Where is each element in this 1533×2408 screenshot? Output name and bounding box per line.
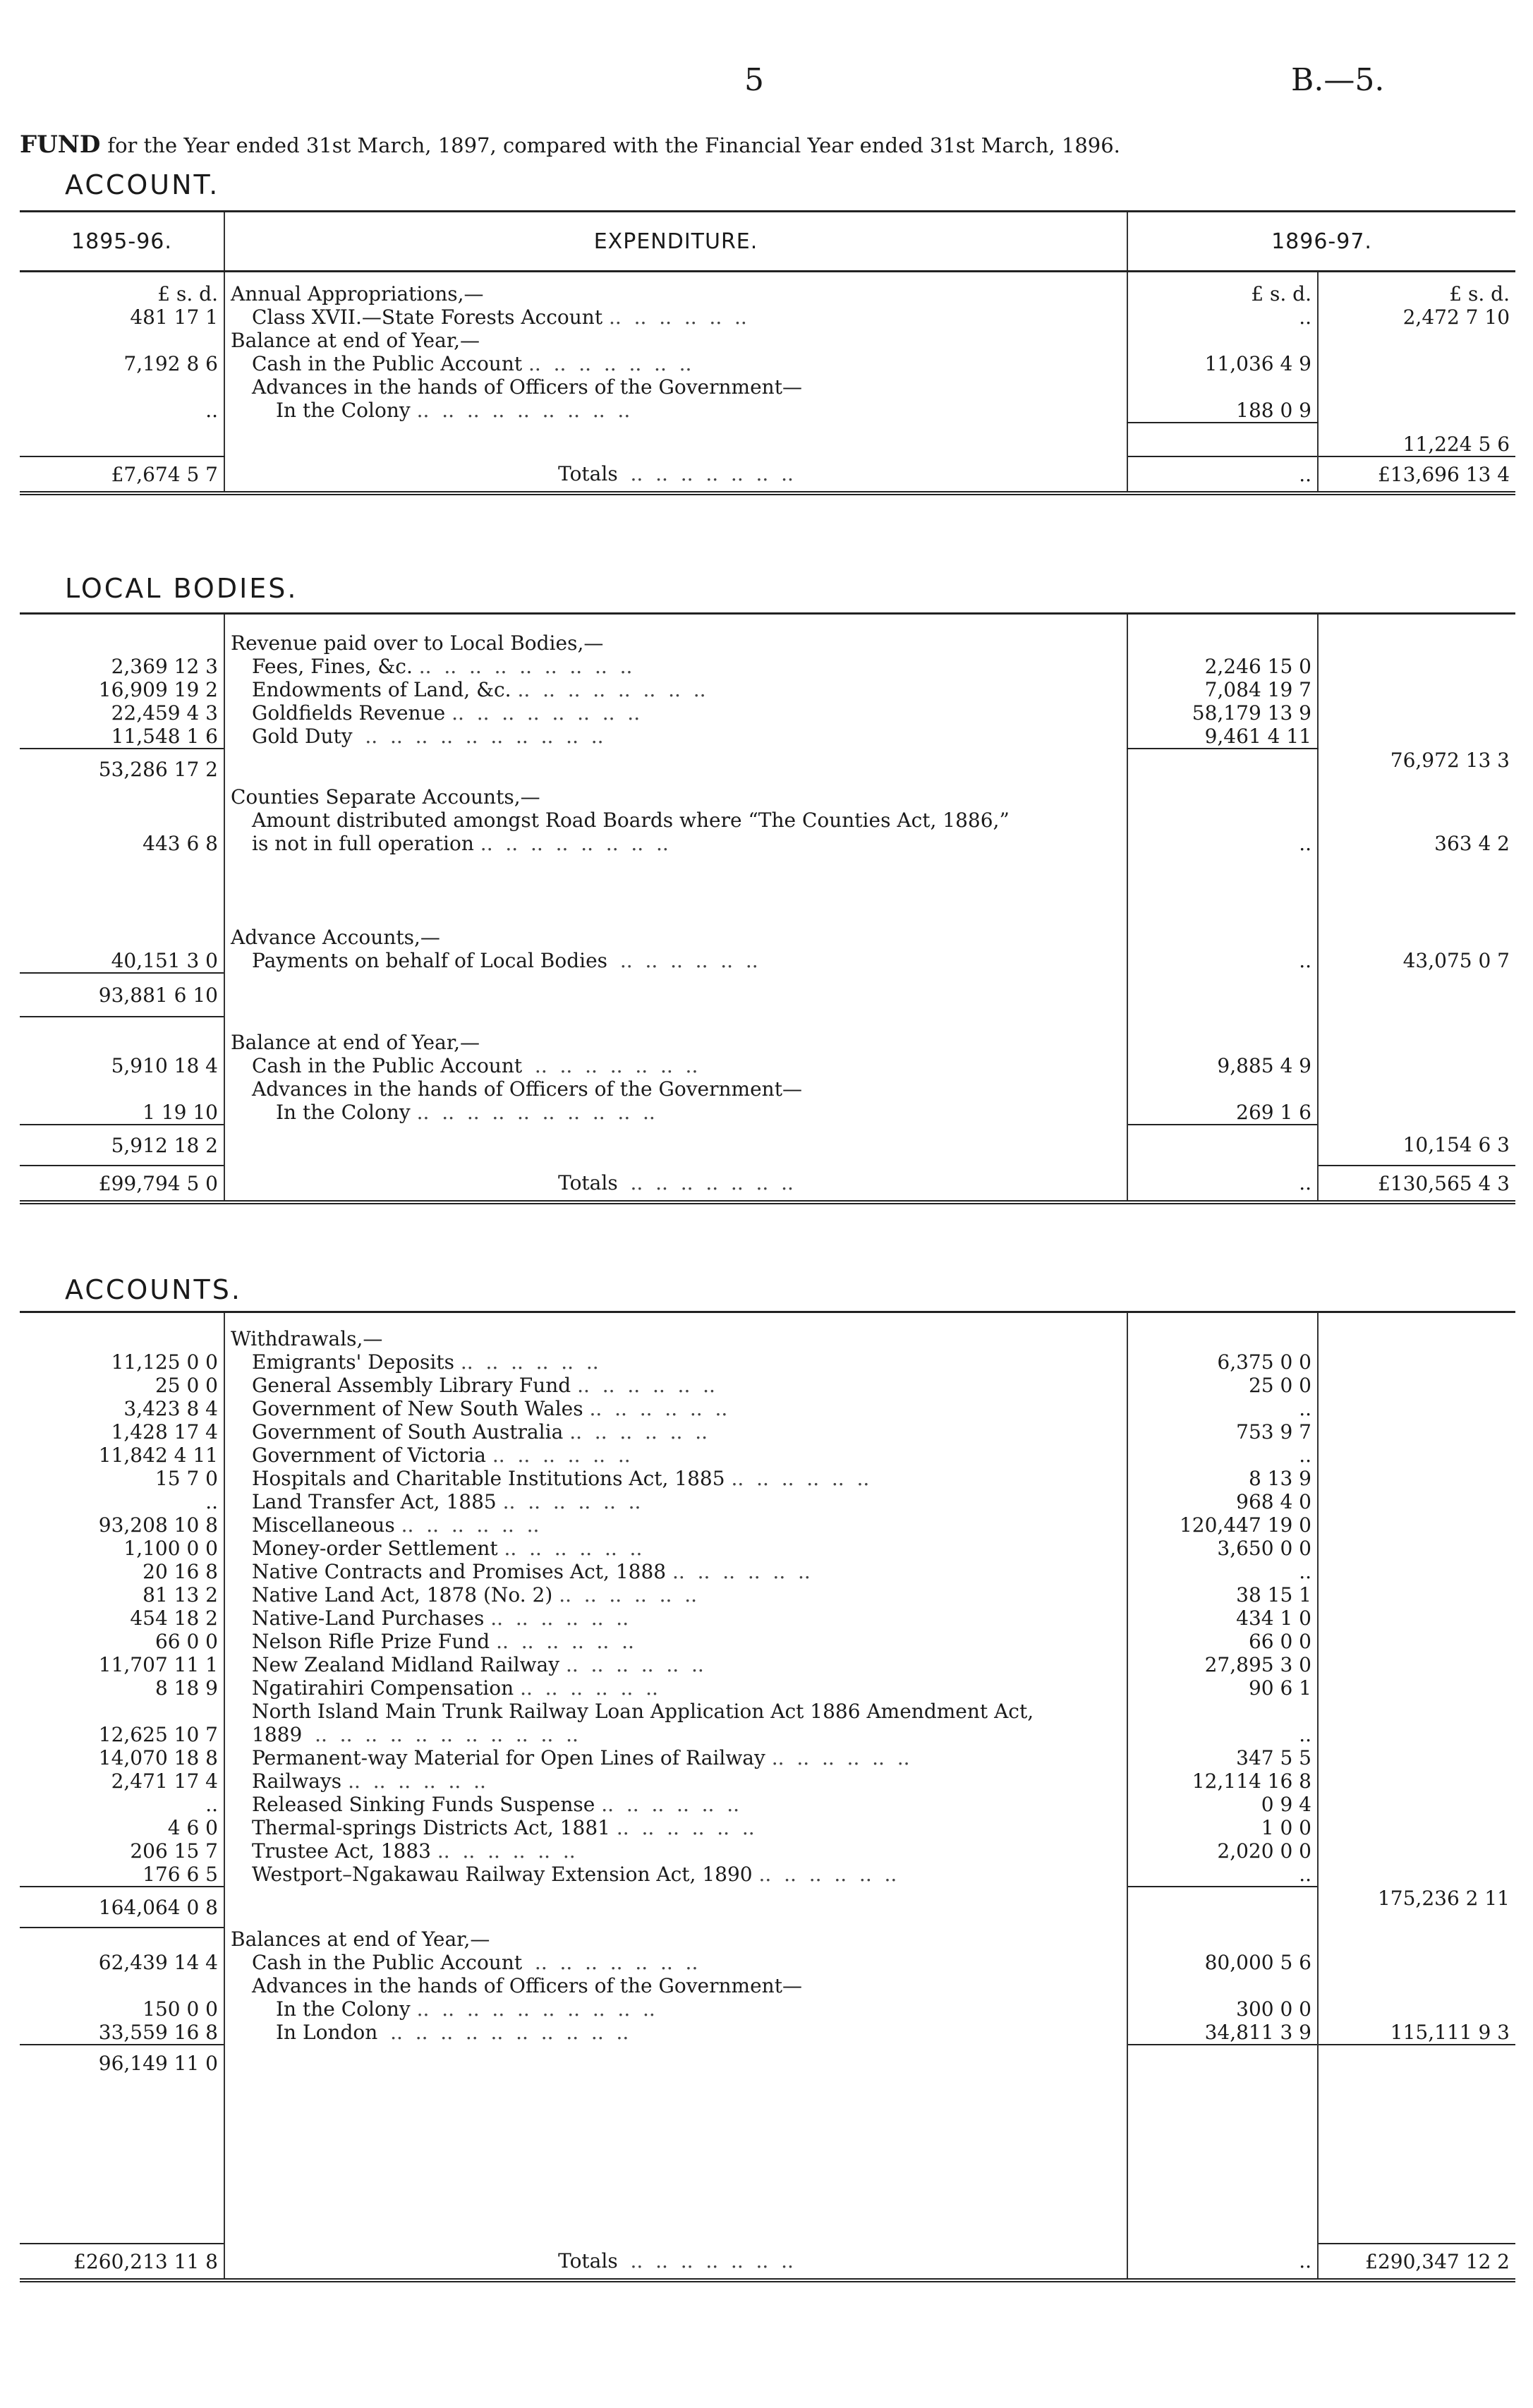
row-label: Permanent-way Material for Open Lines of Railway .. .. .. .. .. .. (224, 1746, 1127, 1769)
value-left: 1 19 10 (143, 1101, 218, 1124)
value-mid: 11,036 4 9 (1127, 352, 1318, 375)
total-right: £13,696 13 4 (1318, 456, 1515, 493)
value-right: 11,224 5 6 (1318, 423, 1515, 456)
withdrawal-row (20, 1350, 1515, 1374)
value-left: 93,208 10 8 (98, 1513, 218, 1537)
section-heading-local-bodies: LOCAL BODIES. (65, 573, 298, 604)
value-right: 76,972 13 3 (1318, 749, 1515, 785)
value-left: 2,369 12 3 (111, 655, 218, 678)
value-left: 11,125 0 0 (111, 1350, 218, 1374)
value-right: 175,236 2 11 (1318, 1887, 1515, 1928)
local-row-balance-heading (20, 1017, 1515, 1054)
value-mid: 9,885 4 9 (1127, 1054, 1318, 1077)
withdrawal-row (20, 1607, 1515, 1630)
row-label: Native Land Act, 1878 (No. 2) .. .. .. .. .. .. (224, 1583, 1127, 1607)
row-label: Goldfields Revenue .. .. .. .. .. .. .. .. (224, 701, 1127, 725)
local-row-fees (20, 655, 1515, 678)
value-left: 164,064 0 8 (20, 1887, 224, 1928)
local-row-counties-heading (20, 785, 1515, 809)
account-table (20, 210, 1515, 495)
value-left: 11,707 11 1 (98, 1653, 218, 1676)
currency-header-mid: £ s. d. (1127, 272, 1318, 306)
row-label: In the Colony .. .. .. .. .. .. .. .. .. .. (224, 1101, 1127, 1125)
value-mid: 300 0 0 (1127, 1997, 1318, 2021)
withdrawals-list-continued (20, 1746, 1515, 1887)
value-left: 150 0 0 (143, 1997, 218, 2021)
account-row-in-colony (20, 399, 1515, 423)
value-mid: 25 0 0 (1127, 1374, 1318, 1397)
accounts-row-subtotal-2 (20, 2045, 1515, 2081)
withdrawal-row (20, 1560, 1515, 1583)
value-mid: 80,000 5 6 (1127, 1951, 1318, 1974)
accounts-row-subtotal-1 (20, 1887, 1515, 1928)
withdrawal-row (20, 1839, 1515, 1863)
local-row-spacer (20, 855, 1515, 926)
withdrawal-row (20, 1653, 1515, 1676)
row-label: Balance at end of Year,— (224, 1017, 1127, 1054)
withdrawal-row (20, 1863, 1515, 1887)
currency-header-right: £ s. d. (1318, 272, 1515, 306)
value-mid: 27,895 3 0 (1127, 1653, 1318, 1676)
value-mid: 58,179 13 9 (1127, 701, 1318, 725)
row-label: Advance Accounts,— (224, 926, 1127, 949)
row-label: Amount distributed amongst Road Boards where “The Counties Act, 1886,” (224, 809, 1127, 832)
value-right: 2,472 7 10 (1318, 305, 1515, 329)
accounts-row-withdrawals-heading (20, 1312, 1515, 1351)
value-left: 66 0 0 (154, 1630, 218, 1653)
row-label: Land Transfer Act, 1885 .. .. .. .. .. .. (224, 1490, 1127, 1513)
withdrawal-row (20, 1420, 1515, 1444)
accounts-row-north-island-2 (20, 1723, 1515, 1746)
value-mid: 347 5 5 (1127, 1746, 1318, 1769)
value-mid: 188 0 9 (1127, 399, 1318, 423)
total-mid: .. (1127, 456, 1318, 493)
value-mid: .. (1127, 1560, 1318, 1583)
value-left: 40,151 3 0 (111, 949, 218, 972)
accounts-row-balances-heading (20, 1928, 1515, 1951)
withdrawal-row (20, 1676, 1515, 1700)
row-label: Hospitals and Charitable Institutions Act, 1885 .. .. .. .. .. .. (224, 1467, 1127, 1490)
row-label: General Assembly Library Fund .. .. .. .. .. .. (224, 1374, 1127, 1397)
page-number: 5 (744, 62, 764, 98)
row-label: Ngatirahiri Compensation .. .. .. .. .. .. (224, 1676, 1127, 1700)
row-label: Railways .. .. .. .. .. .. (224, 1769, 1127, 1793)
row-label: Balance at end of Year,— (224, 329, 1127, 352)
value-mid: 7,084 19 7 (1127, 678, 1318, 701)
totals-label: Totals .. .. .. .. .. .. .. (224, 456, 1127, 493)
account-label-annual: Annual Appropriations,— (224, 272, 1127, 306)
local-totals-row (20, 1166, 1515, 1202)
row-label: Native Contracts and Promises Act, 1888 .. .. .. .. .. .. (224, 1560, 1127, 1583)
row-label: In the Colony .. .. .. .. .. .. .. .. .. (224, 399, 1127, 423)
withdrawal-row (20, 1397, 1515, 1420)
value-right: 363 4 2 (1318, 832, 1515, 855)
row-label: Government of South Australia .. .. .. .. .. .. (224, 1420, 1127, 1444)
withdrawal-row (20, 1769, 1515, 1793)
value-left: 96,149 11 0 (20, 2045, 224, 2081)
value-mid: 968 4 0 (1127, 1490, 1318, 1513)
value-mid: .. (1127, 1863, 1318, 1887)
value-left: 25 0 0 (154, 1374, 218, 1397)
accounts-row-advances-heading (20, 1974, 1515, 1997)
account-row-state-forests (20, 305, 1515, 329)
row-label: Fees, Fines, &c. .. .. .. .. .. .. .. .. .. (224, 655, 1127, 678)
value-left: 4 6 0 (167, 1816, 218, 1839)
value-mid: 12,114 16 8 (1127, 1769, 1318, 1793)
value-right: 10,154 6 3 (1318, 1125, 1515, 1166)
value-left: 454 18 2 (130, 1607, 218, 1630)
row-label: 1889 .. .. .. .. .. .. .. .. .. .. .. (224, 1723, 1127, 1746)
account-header-row (20, 212, 1515, 272)
local-row-cash (20, 1054, 1515, 1077)
row-label: New Zealand Midland Railway .. .. .. .. .. .. (224, 1653, 1127, 1676)
row-label: North Island Main Trunk Railway Loan Application Act 1886 Amendment Act, (224, 1700, 1127, 1723)
value-left: .. (205, 1793, 218, 1816)
row-label: Trustee Act, 1883 .. .. .. .. .. .. (224, 1839, 1127, 1863)
value-mid: 66 0 0 (1127, 1630, 1318, 1653)
row-label: Revenue paid over to Local Bodies,— (224, 614, 1127, 655)
row-label: Advances in the hands of Officers of the Government— (224, 375, 1127, 399)
value-left: 5,912 18 2 (20, 1125, 224, 1166)
row-label: Balances at end of Year,— (224, 1928, 1127, 1951)
withdrawals-list (20, 1350, 1515, 1700)
value-mid: 269 1 6 (1127, 1101, 1318, 1125)
local-row-subtotal-2 (20, 973, 1515, 1017)
row-label: Released Sinking Funds Suspense .. .. .. .. .. .. (224, 1793, 1127, 1816)
withdrawal-row (20, 1746, 1515, 1769)
totals-label: Totals .. .. .. .. .. .. .. (224, 2244, 1127, 2280)
page-subtitle (20, 131, 1120, 159)
value-left: .. (205, 1490, 218, 1513)
value-left: .. (205, 399, 218, 422)
value-left: 11,842 4 11 (98, 1444, 218, 1467)
accounts-table (20, 1311, 1515, 2282)
value-right: 43,075 0 7 (1318, 949, 1515, 973)
value-mid: 6,375 0 0 (1127, 1350, 1318, 1374)
value-left: 5,910 18 4 (111, 1054, 218, 1077)
value-mid: 2,246 15 0 (1127, 655, 1318, 678)
value-left: 443 6 8 (143, 832, 218, 855)
value-left: 53,286 17 2 (20, 749, 224, 785)
value-left: 62,439 14 4 (98, 1951, 218, 1974)
row-label: Government of Victoria .. .. .. .. .. .. (224, 1444, 1127, 1467)
local-row-goldfields (20, 701, 1515, 725)
account-row-cash (20, 352, 1515, 375)
value-mid: 34,811 3 9 (1127, 2021, 1318, 2045)
value-left: 93,881 6 10 (20, 973, 224, 1017)
value-mid: .. (1127, 1397, 1318, 1420)
value-mid: 90 6 1 (1127, 1676, 1318, 1700)
value-mid: 0 9 4 (1127, 1793, 1318, 1816)
local-row-counties-amount (20, 809, 1515, 832)
row-label: Withdrawals,— (224, 1312, 1127, 1351)
row-label: Class XVII.—State Forests Account .. .. .. .. .. .. (224, 305, 1127, 329)
total-right: £290,347 12 2 (1318, 2244, 1515, 2280)
value-mid: 753 9 7 (1127, 1420, 1318, 1444)
value-left: 15 7 0 (154, 1467, 218, 1490)
local-row-in-colony (20, 1101, 1515, 1125)
total-mid: .. (1127, 2244, 1318, 2280)
totals-label: Totals .. .. .. .. .. .. .. (224, 1166, 1127, 1202)
row-label: Emigrants' Deposits .. .. .. .. .. .. (224, 1350, 1127, 1374)
subtitle-text: for the Year ended 31st March, 1897, compared with the Financial Year ended 31st March, 1896. (107, 133, 1120, 157)
value-left: 3,423 8 4 (123, 1397, 218, 1420)
col-1896-97: 1896-97. (1127, 212, 1515, 272)
col-1895-96: 1895-96. (20, 212, 224, 272)
row-label: Advances in the hands of Officers of the Government— (224, 1077, 1127, 1101)
row-label: Miscellaneous .. .. .. .. .. .. (224, 1513, 1127, 1537)
withdrawal-row (20, 1513, 1515, 1537)
value-mid: .. (1127, 305, 1318, 329)
row-label: Gold Duty .. .. .. .. .. .. .. .. .. .. (224, 725, 1127, 749)
value-mid: .. (1127, 832, 1318, 855)
value-left: 206 15 7 (130, 1839, 218, 1863)
value-left: 11,548 1 6 (111, 725, 218, 748)
value-mid: 120,447 19 0 (1127, 1513, 1318, 1537)
currency-header-left: £ s. d. (20, 272, 224, 306)
withdrawal-row (20, 1583, 1515, 1607)
row-label: Endowments of Land, &c. .. .. .. .. .. .. .. .. (224, 678, 1127, 701)
row-label: Native-Land Purchases .. .. .. .. .. .. (224, 1607, 1127, 1630)
local-bodies-table (20, 612, 1515, 1204)
document-reference: B.—5. (1291, 62, 1385, 98)
value-mid: 2,020 0 0 (1127, 1839, 1318, 1863)
value-left: 20 16 8 (143, 1560, 218, 1583)
row-label: In London .. .. .. .. .. .. .. .. .. .. (224, 2021, 1127, 2045)
row-label: Cash in the Public Account .. .. .. .. .. .. .. (224, 352, 1127, 375)
accounts-totals-row (20, 2244, 1515, 2280)
row-label: Money-order Settlement .. .. .. .. .. .. (224, 1537, 1127, 1560)
value-mid: 9,461 4 11 (1127, 725, 1318, 749)
row-label: Government of New South Wales .. .. .. .. .. .. (224, 1397, 1127, 1420)
local-row-revenue-heading (20, 614, 1515, 655)
value-left: 12,625 10 7 (98, 1723, 218, 1746)
value-left: 2,471 17 4 (111, 1769, 218, 1793)
local-row-subtotal-1 (20, 749, 1515, 785)
value-left: 1,428 17 4 (111, 1420, 218, 1444)
withdrawal-row (20, 1793, 1515, 1816)
local-row-advance-heading (20, 926, 1515, 949)
local-row-payments (20, 949, 1515, 973)
local-row-subtotal-3 (20, 1125, 1515, 1166)
accounts-row-north-island-1 (20, 1700, 1515, 1723)
row-label: Payments on behalf of Local Bodies .. .. .. .. .. .. (224, 949, 1127, 973)
withdrawal-row (20, 1490, 1515, 1513)
total-mid: .. (1127, 1166, 1318, 1202)
value-left: 7,192 8 6 (123, 352, 218, 375)
withdrawal-row (20, 1537, 1515, 1560)
subtitle-fund-word: FUND (20, 131, 101, 159)
value-left: 481 17 1 (130, 305, 218, 329)
col-expenditure: EXPENDITURE. (224, 212, 1127, 272)
withdrawal-row (20, 1374, 1515, 1397)
total-left: £7,674 5 7 (20, 456, 224, 493)
account-row-advances-heading (20, 375, 1515, 399)
total-left: £99,794 5 0 (20, 1166, 224, 1202)
accounts-row-in-colony (20, 1997, 1515, 2021)
value-mid: .. (1127, 949, 1318, 973)
withdrawal-row (20, 1444, 1515, 1467)
account-row-balance-heading (20, 329, 1515, 352)
local-row-counties-operation (20, 832, 1515, 855)
row-label: Westport–Ngakawau Railway Extension Act, 1890 .. .. .. .. .. .. (224, 1863, 1127, 1887)
withdrawal-row (20, 1630, 1515, 1653)
value-left: 16,909 19 2 (98, 678, 218, 701)
value-left: 22,459 4 3 (111, 701, 218, 725)
value-mid: .. (1127, 1444, 1318, 1467)
value-left: 8 18 9 (154, 1676, 218, 1700)
section-heading-accounts: ACCOUNTS. (65, 1274, 242, 1305)
value-left: 33,559 16 8 (98, 2021, 218, 2044)
value-mid: 1 0 0 (1127, 1816, 1318, 1839)
local-row-gold-duty (20, 725, 1515, 749)
row-label: Cash in the Public Account .. .. .. .. .. .. .. (224, 1054, 1127, 1077)
row-label: Counties Separate Accounts,— (224, 785, 1127, 809)
row-label: In the Colony .. .. .. .. .. .. .. .. .. .. (224, 1997, 1127, 2021)
account-totals-row (20, 456, 1515, 493)
value-left: 1,100 0 0 (123, 1537, 218, 1560)
value-right: 115,111 9 3 (1318, 2021, 1515, 2045)
value-mid: 3,650 0 0 (1127, 1537, 1318, 1560)
section-heading-account: ACCOUNT. (65, 169, 220, 200)
accounts-row-in-london (20, 2021, 1515, 2045)
row-label: Advances in the hands of Officers of the Government— (224, 1974, 1127, 1997)
total-right: £130,565 4 3 (1318, 1166, 1515, 1202)
withdrawal-row (20, 1467, 1515, 1490)
value-left: 81 13 2 (143, 1583, 218, 1607)
account-row-subtotal (20, 423, 1515, 456)
total-left: £260,213 11 8 (20, 2244, 224, 2280)
row-label: Thermal-springs Districts Act, 1881 .. .. .. .. .. .. (224, 1816, 1127, 1839)
accounts-row-spacer (20, 2081, 1515, 2244)
local-row-endowments (20, 678, 1515, 701)
value-left: 176 6 5 (143, 1863, 218, 1886)
row-label: Nelson Rifle Prize Fund .. .. .. .. .. .. (224, 1630, 1127, 1653)
accounts-row-cash (20, 1951, 1515, 1974)
row-label: Cash in the Public Account .. .. .. .. .. .. .. (224, 1951, 1127, 1974)
value-left: 14,070 18 8 (98, 1746, 218, 1769)
value-mid: 434 1 0 (1127, 1607, 1318, 1630)
value-mid: 38 15 1 (1127, 1583, 1318, 1607)
value-mid: .. (1127, 1723, 1318, 1746)
row-label: is not in full operation .. .. .. .. .. .. .. .. (224, 832, 1127, 855)
account-currency-row (20, 272, 1515, 306)
withdrawal-row (20, 1816, 1515, 1839)
value-mid: 8 13 9 (1127, 1467, 1318, 1490)
local-row-advances-heading (20, 1077, 1515, 1101)
